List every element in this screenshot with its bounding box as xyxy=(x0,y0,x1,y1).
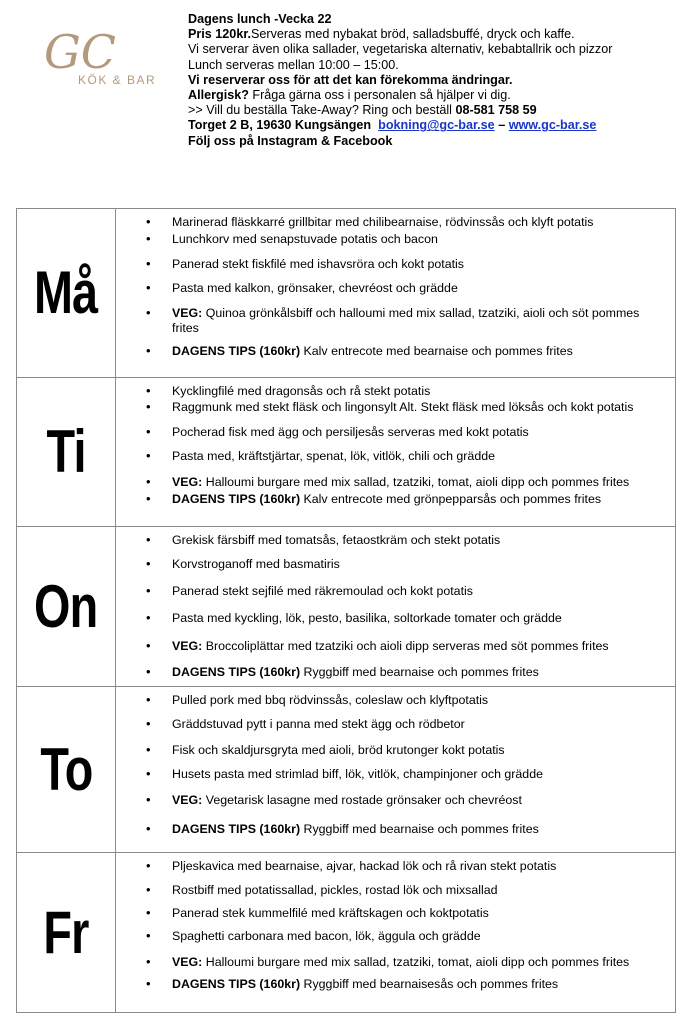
day-cell xyxy=(17,853,116,1013)
dish-tag: DAGENS TIPS (160kr) xyxy=(172,344,301,358)
dish-text: Panerad stekt sejfilé med räkremoulad och kokt potatis xyxy=(172,584,473,598)
day-cell xyxy=(17,209,116,378)
dish-text: Ryggbiff med bearnaise och pommes frites xyxy=(300,665,539,679)
dish-tag: VEG: xyxy=(172,306,203,320)
dish-item xyxy=(116,425,669,440)
dish-item xyxy=(116,257,669,272)
dish-text: Ryggbiff med bearnaise och pommes frites xyxy=(300,822,539,836)
dish-item xyxy=(116,400,669,415)
dish-text: Pocherad fisk med ägg och persiljesås serveras med kokt potatis xyxy=(172,425,529,439)
dish-item xyxy=(116,492,669,507)
dish-item xyxy=(116,611,669,626)
dish-item xyxy=(116,384,669,399)
day-label: To xyxy=(39,735,93,803)
dish-text: Pasta med kalkon, grönsaker, chevréost och grädde xyxy=(172,281,458,295)
dish-text: Husets pasta med strimlad biff, lök, vitlök, champinjoner och grädde xyxy=(172,767,543,781)
dish-item xyxy=(116,793,669,808)
logo-monogram: GC xyxy=(44,25,116,79)
dish-item xyxy=(116,717,669,732)
dish-text: Vegetarisk lasagne med rostade grönsaker och chevréost xyxy=(202,793,522,807)
day-row xyxy=(17,209,676,378)
logo-subtitle: KÖK & BAR xyxy=(78,73,157,87)
dish-text: Fisk och skaldjursgryta med aioli, bröd krutonger kokt potatis xyxy=(172,743,505,757)
dish-text: Lunchkorv med senapstuvade potatis och bacon xyxy=(172,232,438,246)
dish-tag: DAGENS TIPS (160kr) xyxy=(172,822,301,836)
dish-item xyxy=(116,767,669,782)
day-cell xyxy=(17,527,116,687)
price: Pris 120kr. xyxy=(188,27,252,42)
dish-item xyxy=(116,929,669,944)
day-row xyxy=(17,378,676,527)
dish-item xyxy=(116,743,669,758)
allergy-text: Fråga gärna oss i personalen så hjälper vi dig. xyxy=(248,88,511,103)
dish-text: Raggmunk med stekt fläsk och lingonsylt Alt. Stekt fläsk med löksås och kokt potatis xyxy=(172,400,634,414)
dish-item xyxy=(116,883,669,898)
contact-line xyxy=(188,118,678,133)
weekly-menu-table xyxy=(16,208,676,1013)
dish-tag: DAGENS TIPS (160kr) xyxy=(172,977,301,991)
day-cell xyxy=(17,378,116,527)
dish-item xyxy=(116,955,669,970)
contact-dash: – xyxy=(498,118,506,133)
dish-item xyxy=(116,281,669,296)
dish-text: Kalv entrecote med grönpepparsås och pommes frites xyxy=(300,492,602,506)
dish-text: Pasta med, kräftstjärtar, spenat, lök, vitlök, chili och grädde xyxy=(172,449,495,463)
day-dishes-cell xyxy=(116,209,676,378)
dish-text: Grekisk färsbiff med tomatsås, fetaostkräm och stekt potatis xyxy=(172,533,501,547)
dish-item xyxy=(116,822,669,837)
dish-tag: DAGENS TIPS (160kr) xyxy=(172,492,301,506)
dish-list xyxy=(116,209,675,365)
dish-text: Broccoliplättar med tzatziki och aioli dipp serveras med söt pommes frites xyxy=(202,639,609,653)
day-label: Fr xyxy=(43,898,89,966)
dish-item xyxy=(116,449,669,464)
dish-text: Halloumi burgare med mix sallad, tzatziki, tomat, aioli dipp och pommes frites xyxy=(202,955,630,969)
dish-item xyxy=(116,475,669,490)
price-line xyxy=(188,27,678,42)
dish-item xyxy=(116,693,669,708)
phone-number: 08-581 758 59 xyxy=(455,103,537,118)
dish-text: Panerad stekt fiskfilé med ishavsröra och kokt potatis xyxy=(172,257,465,271)
price-description: Serveras med nybakat bröd, salladsbuffé, dryck och kaffe. xyxy=(251,27,575,42)
dish-tag: DAGENS TIPS (160kr) xyxy=(172,665,301,679)
dish-item xyxy=(116,533,669,548)
dish-text: Pasta med kyckling, lök, pesto, basilika, soltorkade tomater och grädde xyxy=(172,611,562,625)
address: Torget 2 B, 19630 Kungsängen xyxy=(188,118,372,133)
dish-tag: VEG: xyxy=(172,793,203,807)
reservation-note: Vi reserverar oss för att det kan förekomma ändringar. xyxy=(188,72,513,87)
day-dishes-cell xyxy=(116,527,676,687)
dish-text: Spaghetti carbonara med bacon, lök, äggula och grädde xyxy=(172,929,481,943)
day-label: Ti xyxy=(46,418,86,485)
dish-tag: VEG: xyxy=(172,639,203,653)
website-link[interactable]: www.gc-bar.se xyxy=(508,118,597,133)
dish-list xyxy=(116,853,675,998)
takeaway-line xyxy=(188,103,678,118)
dish-item xyxy=(116,232,669,247)
day-row xyxy=(17,853,676,1013)
dish-text: Quinoa grönkålsbiff och halloumi med mix sallad, tzatziki, aioli och söt pommes frites xyxy=(172,306,640,335)
allergy-line xyxy=(188,88,678,103)
dish-text: Korvstroganoff med basmatiris xyxy=(172,557,340,571)
dish-text: Kalv entrecote med bearnaise och pommes frites xyxy=(300,344,573,358)
dish-item xyxy=(116,215,669,230)
day-label: Må xyxy=(34,259,98,326)
email-link[interactable]: bokning@gc-bar.se xyxy=(378,118,495,133)
dish-item xyxy=(116,906,669,921)
dish-text: Panerad stek kummelfilé med kräftskagen och koktpotatis xyxy=(172,906,489,920)
allergy-label: Allergisk? xyxy=(188,88,249,103)
day-cell xyxy=(17,687,116,853)
dish-text: Halloumi burgare med mix sallad, tzatziki, tomat, aioli dipp och pommes frites xyxy=(202,475,630,489)
social-line: Följ oss på Instagram & Facebook xyxy=(188,133,393,148)
lunch-hours: Lunch serveras mellan 10:00 – 15:00. xyxy=(188,57,399,72)
also-served: Vi serverar även olika sallader, vegetariska alternativ, kebabtallrik och pizzor xyxy=(188,42,613,57)
day-label: On xyxy=(34,572,98,640)
header-info xyxy=(188,12,678,149)
dish-text: Kycklingfilé med dragonsås och rå stekt potatis xyxy=(172,384,431,398)
dish-item xyxy=(116,665,669,680)
dish-item xyxy=(116,306,669,336)
dish-list xyxy=(116,687,675,843)
day-row xyxy=(17,527,676,687)
dish-list xyxy=(116,527,675,686)
dish-text: Ryggbiff med bearnaisesås och pommes frites xyxy=(300,977,559,991)
dish-item xyxy=(116,344,669,359)
dish-item xyxy=(116,584,669,599)
dish-item xyxy=(116,859,669,874)
dish-list xyxy=(116,378,675,513)
dish-text: Rostbiff med potatissallad, pickles, rostad lök och mixsallad xyxy=(172,883,498,897)
dish-item xyxy=(116,557,669,572)
restaurant-logo xyxy=(40,20,162,95)
day-dishes-cell xyxy=(116,378,676,527)
takeaway-text: >> Vill du beställa Take-Away? Ring och beställ xyxy=(188,103,456,118)
day-dishes-cell xyxy=(116,853,676,1013)
dish-text: Gräddstuvad pytt i panna med stekt ägg och rödbetor xyxy=(172,717,465,731)
dish-text: Pljeskavica med bearnaise, ajvar, hackad lök och rå rivan stekt potatis xyxy=(172,859,557,873)
dish-tag: VEG: xyxy=(172,475,203,489)
day-dishes-cell xyxy=(116,687,676,853)
dish-tag: VEG: xyxy=(172,955,203,969)
dish-item xyxy=(116,639,669,654)
dish-text: Pulled pork med bbq rödvinssås, coleslaw och klyftpotatis xyxy=(172,693,489,707)
dish-text: Marinerad fläskkarré grillbitar med chilibearnaise, rödvinssås och klyft potatis xyxy=(172,215,594,229)
menu-title: Dagens lunch -Vecka 22 xyxy=(188,12,332,26)
day-row xyxy=(17,687,676,853)
dish-item xyxy=(116,977,669,992)
